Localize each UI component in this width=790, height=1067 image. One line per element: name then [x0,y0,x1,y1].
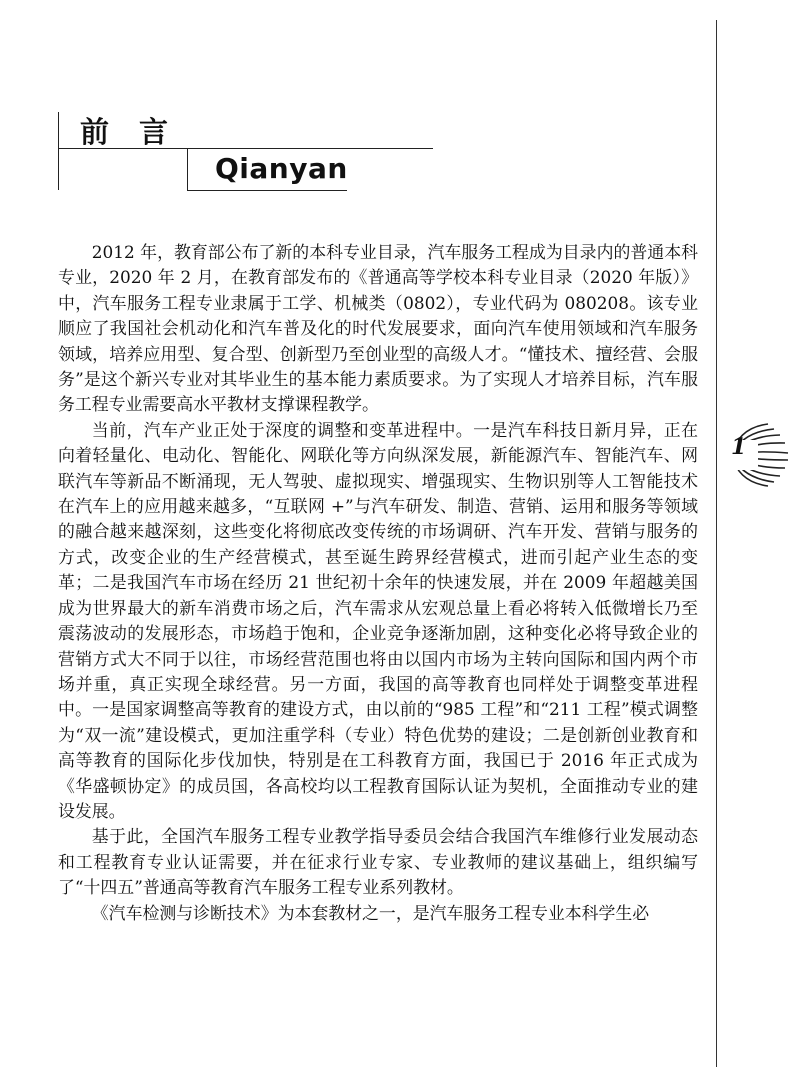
heading-rule-bottom [187,190,347,191]
heading-rule-left [58,112,59,190]
right-margin-rule [716,20,717,1067]
heading-pinyin: Qianyan [215,152,348,185]
paragraph-3: 基于此，全国汽车服务工程专业教学指导委员会结合我国汽车维修行业发展动态和工程教育专业认证需要，并在征求行业专家、专业教师的建议基础上，组织编写了“十四五”普通高等教育汽车服务工程专业系列教材。 [58,826,698,898]
paragraph-2: 当前，汽车产业正处于深度的调整和变革进程中。一是汽车科技日新月异，正在向着轻量化、电动化、智能化、网联化等方向纵深发展，新能源汽车、智能汽车、网联汽车等新品不断涌现，无人驾驶、虚拟现实、增强现实、生物识别等人工智能技术在汽车上的应用越来越多，“互联网 +”与汽车研发、制造、营销、运用和服务等领域的融合越来越深刻，这些变化将彻底改变传统的市场调研、汽车开发、营销与服务的方式，改变企业的生产经营模式，甚至诞生跨界经营模式，进而引起产业生态的变革；二是我国汽车市场在经历 21 世纪初十余年的快速发展，并在 2009 年超越美国成为世界最大的新车消费市场之后，汽车需求从宏观总量上看必将转入低微增长乃至震荡波动的发展形态，市场趋于饱和，企业竞争逐渐加剧，这种变化必将导致企业的营销方式大不同于以往，市场经营范围也将由以国内市场为主转向国际和国内两个市场并重，真正实现全球经营。另一方面，我国的高等教育也同样处于调整变革进程中。一是国家调整高等教育的建设方式，由以前的“985 工程”和“211 工程”模式调整为“双一流”建设模式，更加注重学科（专业）特色优势的建设；二是创新创业教育和高等教育的国际化步伐加快，特别是在工科教育方面，我国已于 2016 年正式成为《华盛顿协定》的成员国，各高校均以工程教育国际认证为契机，全面推动专业的建设发展。 [58,419,698,821]
paragraph-4: 《汽车检测与诊断技术》为本套教材之一，是汽车服务工程专业本科学生必 [91,902,650,923]
paragraph-1: 2012 年，教育部公布了新的本科专业目录，汽车服务工程成为目录内的普通本科专业，2020 年 2 月，在教育部发布的《普通高等学校本科专业目录（2020 年版）》中，汽车服务工程专业隶属于工学、机械类（0802），专业代码为 080208。该专业顺应了我国社会机动化和汽车普及化的时代发展要求，面向汽车使用领域和汽车服务领域，培养应用型、复合型、创新型乃至创业型的高级人才。“懂技术、擅经营、会服务”是这个新兴专业对其毕业生的基本能力素质要求。为了实现人才培养目标，汽车服务工程专业需要高水平教材支撑课程教学。 [58,242,698,415]
heading-chinese: 前言 [80,115,199,149]
preface-body [58,240,698,926]
heading-rule-middle [187,148,188,190]
heading-block [0,0,500,200]
page-number: 1 [731,434,747,460]
